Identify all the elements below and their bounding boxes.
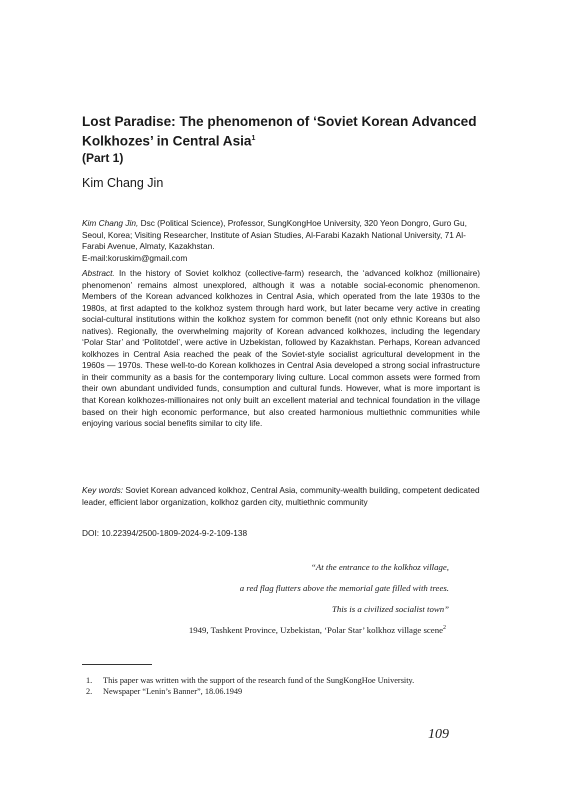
keywords xyxy=(82,485,480,508)
title-footnote-mark: 1 xyxy=(251,135,256,142)
article-title xyxy=(82,113,482,150)
footnote-text: Newspaper “Lenin’s Banner”, 18.06.1949 xyxy=(103,687,243,697)
footnote-number: 2. xyxy=(86,687,93,697)
author-affiliation xyxy=(82,218,482,264)
epigraph-line-2: a red flag flutters above the memorial gate filled with trees. xyxy=(239,583,449,593)
title-text: Lost Paradise: The phenomenon of ‘Soviet Korean Advanced Kolkhozes’ in Central Asia xyxy=(82,114,477,149)
footnote-divider xyxy=(82,664,152,665)
epigraph-source-text: 1949, Tashkent Province, Uzbekistan, ‘Polar Star’ kolkhoz village scene xyxy=(188,625,443,635)
author-email: E-mail:koruskim@gmail.com xyxy=(82,252,188,263)
keywords-label: Key words: xyxy=(82,485,124,495)
epigraph-footnote-mark: 2 xyxy=(443,625,446,632)
abstract xyxy=(82,268,480,430)
epigraph-source xyxy=(26,625,446,635)
affiliation-text: Dsc (Political Science), Professor, SungKongHoe University, 320 Yeon Dongro, Guro Gu, Seoul, Korea; Visiting Researcher, Institute of Asian Studies, Al-Farabi Kazakh National University, 71 Al-Farabi Avenue, Almaty, Kazakhstan. xyxy=(82,218,467,251)
abstract-text: In the history of Soviet kolkhoz (collective-farm) research, the ‘advanced kolkhoz (millionaire) phenomenon’ remains almost unexplored, although it was a notable social-economic phenomenon. Members of the Korean advanced kolkhozes in Central Asia, which operated from the late 1930s to the 1980s, at first adapted to the kolkhoz system through hard work, but later became very active in creating social-cultural institutions within the kolkhoz system for common benefit (not only ethnic Koreans but also natives). Regionally, the overwhelming majority of Korean advanced kolkhozes, including the legendary ‘Polar Star’ and ‘Politotdel’, were active in Uzbekistan, followed by Kazakhstan. Perhaps, Korean advanced kolkhozes in Central Asia reached the peak of the Soviet-style socialist agricultural development in the 1960s — 1970s. These well-to-do Korean kolkhozes in Central Asia developed a strong social infrastructure in their community as a basis for the contemporary living culture. Local common assets were formed from their own abundant undivided funds, consumption and cultural funds. However, what is more important is that Korean kolkhozes-millionaires not only built an excellent material and technical foundation in the village based on their high economic performance, but also created harmonious multiethnic communities while enjoying various social benefits similar to city life. xyxy=(82,268,480,429)
epigraph-line-1: “At the entrance to the kolkhoz village, xyxy=(310,562,449,572)
part-label: (Part 1) xyxy=(82,151,124,165)
abstract-label: Abstract. xyxy=(82,268,115,278)
page-number: 109 xyxy=(428,727,449,742)
footnote-item xyxy=(86,686,463,697)
affiliation-name: Kim Chang Jin, xyxy=(82,218,139,228)
epigraph-line-3: This is a civilized socialist town” xyxy=(331,604,449,614)
footnote-item xyxy=(86,675,463,686)
footnotes xyxy=(86,675,463,698)
doi: DOI: 10.22394/2500-1809-2024-9-2-109-138 xyxy=(82,528,248,538)
footnote-number: 1. xyxy=(86,676,93,685)
keywords-text: Soviet Korean advanced kolkhoz, Central Asia, community-wealth building, competent dedicated leader, efficient labor organization, kolkhoz garden city, multiethnic community xyxy=(82,485,480,507)
author-name: Kim Chang Jin xyxy=(82,176,164,190)
footnote-text: This paper was written with the support of the research fund of the SungKongHoe University. xyxy=(103,676,415,685)
